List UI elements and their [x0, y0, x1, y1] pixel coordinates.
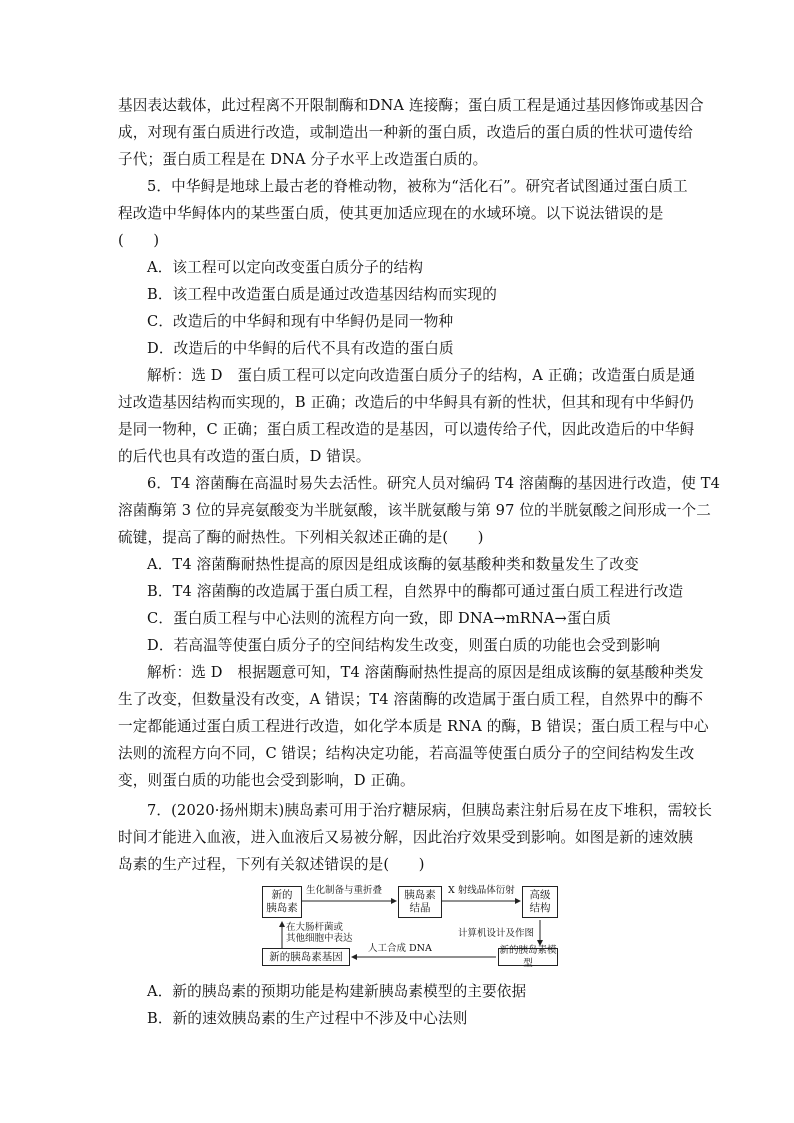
label-expression-l2: 其他细胞中表达: [286, 933, 353, 944]
question-6-stem: 6．T4 溶菌酶在高温时易失去活性。研究人员对编码 T4 溶菌酶的基因进行改造，使 T4: [147, 475, 721, 492]
question-5-stem: 5．中华鲟是地球上最古老的脊椎动物，被称为“活化石”。研究者试图通过蛋白质工: [147, 178, 688, 195]
text-line: 成，对现有蛋白质进行改造，或制造出一种新的蛋白质，改造后的蛋白质的性状可遗传给: [118, 124, 694, 141]
text-line: 过改造基因结构而实现的，B 正确；改造后的中华鲟具有新的性状，但其和现有中华鲟仍: [118, 394, 694, 411]
text-line: 程改造中华鲟体内的某些蛋白质，使其更加适应现在的水域环境。以下说法错误的是: [118, 205, 664, 222]
text-line: 的后代也具有改造的蛋白质，D 错误。: [118, 448, 371, 465]
answer-blank: ( ): [118, 232, 160, 249]
text-line: 一定都能通过蛋白质工程进行改造，如化学本质是 RNA 的酶，B 错误；蛋白质工程与中心: [118, 718, 709, 735]
explanation-6: 解析：选 D 根据题意可知，T4 溶菌酶耐热性提高的原因是组成该酶的氨基酸种类发: [147, 664, 704, 681]
box-insulin-crystal: [398, 886, 442, 918]
text-line: 溶菌酶第 3 位的异亮氨酸变为半胱氨酸，该半胱氨酸与第 97 位的半胱氨酸之间形成一个二: [118, 502, 711, 519]
text-line: 是同一物种，C 正确；蛋白质工程改造的是基因，可以遗传给子代，因此改造后的中华鲟: [118, 421, 695, 438]
box-text: 胰岛素: [404, 889, 436, 901]
label-biochemical: 生化制备与重折叠: [306, 885, 383, 896]
box-text: 胰岛素: [266, 902, 298, 914]
box-new-insulin: [262, 886, 302, 918]
option-d: D．改造后的中华鲟的后代不具有改造的蛋白质: [147, 340, 454, 357]
label-xray: X 射线晶体衍射: [448, 885, 515, 896]
text-line: 基因表达载体，此过程离不开限制酶和DNA 连接酶；蛋白质工程是通过基因修饰或基因合: [118, 97, 704, 114]
option-a: A．新的胰岛素的预期功能是构建新胰岛素模型的主要依据: [147, 983, 527, 1000]
option-b: B．T4 溶菌酶的改造属于蛋白质工程，自然界中的酶都可通过蛋白质工程进行改造: [147, 583, 684, 600]
text-line: 子代；蛋白质工程是在 DNA 分子水平上改造蛋白质的。: [118, 151, 488, 168]
label-dna-synthesis: 人工合成 DNA: [368, 943, 432, 954]
label-computer-design: 计算机设计及作图: [458, 928, 535, 939]
text-line: 硫键，提高了酶的耐热性。下列相关叙述正确的是( ): [118, 529, 484, 546]
question-7-stem: 7．(2020·扬州期末)胰岛素可用于治疗糖尿病，但胰岛素注射后易在皮下堆积，需较长: [147, 802, 712, 819]
option-b: B．新的速效胰岛素的生产过程中不涉及中心法则: [147, 1010, 468, 1027]
insulin-production-diagram: [258, 882, 558, 970]
option-c: C．改造后的中华鲟和现有中华鲟仍是同一物种: [147, 313, 454, 330]
box-new-insulin-model: 新的胰岛素模型: [499, 945, 557, 969]
text-line: 岛素的生产过程，下列有关叙述错误的是( ): [118, 856, 425, 873]
box-text: 结晶: [409, 902, 431, 914]
explanation-5: 解析：选 D 蛋白质工程可以定向改造蛋白质分子的结构，A 正确；改造蛋白质是通: [147, 367, 696, 384]
option-b: B．该工程中改造蛋白质是通过改造基因结构而实现的: [147, 286, 497, 303]
box-text: 高级: [529, 889, 551, 901]
text-line: 变，则蛋白质的功能也会受到影响，D 正确。: [118, 772, 415, 789]
label-expression-l1: 在大肠杆菌或: [286, 922, 344, 933]
box-advanced-structure: [522, 886, 558, 918]
text-line: 时间才能进入血液，进入血液后又易被分解，因此治疗效果受到影响。如图是新的速效胰: [118, 829, 694, 846]
text-line: 生了改变，但数量没有改变，A 错误；T4 溶菌酶的改造属于蛋白质工程，自然界中的酶不: [118, 691, 704, 708]
option-c: C．蛋白质工程与中心法则的流程方向一致，即 DNA→mRNA→蛋白质: [147, 610, 612, 627]
option-a: A．该工程可以定向改变蛋白质分子的结构: [147, 259, 424, 276]
box-text: 新的: [271, 889, 293, 901]
text-line: 法则的流程方向不同，C 错误；结构决定功能，若高温等使蛋白质分子的空间结构发生改: [118, 745, 695, 762]
option-a: A．T4 溶菌酶耐热性提高的原因是组成该酶的氨基酸种类和数量发生了改变: [147, 556, 639, 573]
option-d: D．若高温等使蛋白质分子的空间结构发生改变，则蛋白质的功能也会受到影响: [147, 637, 661, 654]
box-new-insulin-gene: 新的胰岛素基因: [262, 948, 350, 966]
box-text: 结构: [529, 902, 551, 914]
